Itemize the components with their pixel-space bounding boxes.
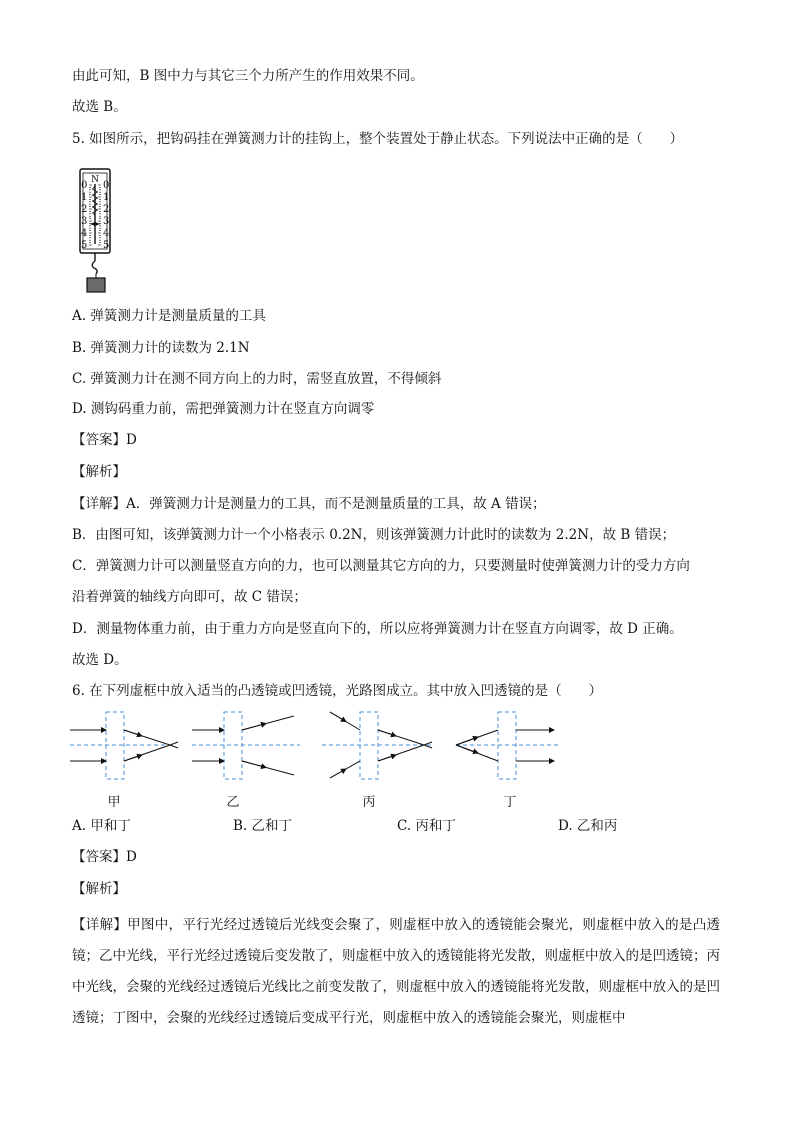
diagram-yi — [192, 712, 300, 810]
lens-frame — [224, 712, 242, 779]
q6-detail: 【详解】甲图中，平行光经过透镜后光线变会聚了，则虚框中放入的透镜能会聚光，则虚框中放入的是凸透镜；乙中光线，平行光经过透镜后变发散了，则虚框中放入的透镜能将光发散，则虚框中放入的是凹透镜；丙中光线，会聚的光线经过透镜后光线比之前变发散了，则虚框中放入的透镜能将光发散，则虚框中放入的是凹透镜；丁图中，会聚的光线经过透镜后变成平行光，则虚框中放入的透镜能会聚光，则虚框中 — [72, 917, 720, 1026]
diagram-ding — [456, 712, 560, 810]
diagram-jia — [70, 712, 178, 810]
q6-option-b: B. 乙和丁 — [233, 818, 293, 834]
left-tick: 2 — [81, 204, 88, 215]
figure-label-ding: 丁 — [503, 795, 517, 810]
q5-detail-line: D．测量物体重力前，由于重力方向是竖直向下的，所以应将弹簧测力计在竖直方向调零，故 D 正确。 — [72, 621, 683, 637]
left-tick: 4 — [81, 228, 88, 239]
weight-block — [87, 278, 105, 292]
q5-option-d: D. 测钩码重力前，需把弹簧测力计在竖直方向调零 — [72, 401, 375, 417]
q5-detail-line: 【详解】A．弹簧测力计是测量力的工具，而不是测量质量的工具，故 A 错误； — [72, 496, 546, 512]
diagram-bing — [322, 712, 432, 810]
q6-stem: 6. 在下列虚框中放入适当的凸透镜或凹透镜，光路图成立。其中放入凹透镜的是（ ） — [72, 683, 603, 699]
q5-stem: 5. 如图所示，把钩码挂在弹簧测力计的挂钩上，整个装置处于静止状态。下列说法中正确的是（ ） — [72, 131, 684, 147]
left-ticks — [81, 180, 87, 251]
right-tick: 3 — [103, 216, 110, 227]
q6-analysis-label: 【解析】 — [72, 881, 126, 897]
q5-option-b: B. 弹簧测力计的读数为 2.1N — [72, 340, 250, 356]
q5-detail-line: 沿着弹簧的轴线方向即可，故 C 错误； — [72, 589, 307, 605]
q6-option-c: C. 丙和丁 — [397, 818, 456, 834]
q5-option-c: C. 弹簧测力计在测不同方向上的力时，需竖直放置，不得倾斜 — [72, 371, 442, 387]
left-tick: 5 — [81, 240, 88, 251]
lens-diagrams — [60, 706, 580, 816]
lens-frame — [360, 712, 378, 779]
right-ticks — [103, 180, 109, 251]
left-tick: 1 — [81, 192, 88, 203]
scale-unit: N — [91, 175, 99, 185]
right-tick: 1 — [103, 192, 110, 203]
q5-analysis-label: 【解析】 — [72, 464, 126, 480]
q6-option-a: A. 甲和丁 — [72, 818, 131, 834]
prev-conclusion: 由此可知，B 图中力与其它三个力所产生的作用效果不同。 — [72, 68, 424, 84]
figure-label-jia: 甲 — [107, 795, 121, 810]
right-tick: 0 — [103, 180, 110, 191]
figure-label-bing: 丙 — [362, 795, 376, 810]
prev-choice: 故选 B。 — [72, 99, 127, 115]
left-tick: 3 — [81, 216, 88, 227]
figure-label-yi: 乙 — [226, 795, 240, 810]
right-tick: 2 — [103, 204, 110, 215]
q6-option-d: D. 乙和丙 — [558, 818, 618, 834]
q5-choice: 故选 D。 — [72, 652, 128, 668]
spring-scale-figure — [78, 166, 114, 298]
q5-detail-line: B．由图可知，该弹簧测力计一个小格表示 0.2N，则该弹簧测力计此时的读数为 2.2N，故 B 错误； — [72, 527, 676, 543]
q5-answer: 【答案】D — [72, 432, 137, 448]
left-tick: 0 — [81, 180, 88, 191]
right-tick: 4 — [103, 228, 110, 239]
right-tick: 5 — [103, 240, 110, 251]
q5-option-a: A. 弹簧测力计是测量质量的工具 — [72, 308, 266, 324]
q5-detail-line: C．弹簧测力计可以测量竖直方向的力，也可以测量其它方向的力，只要测量时使弹簧测力计的受力方向 — [72, 558, 690, 574]
hook — [92, 261, 97, 274]
q6-answer: 【答案】D — [72, 849, 137, 865]
